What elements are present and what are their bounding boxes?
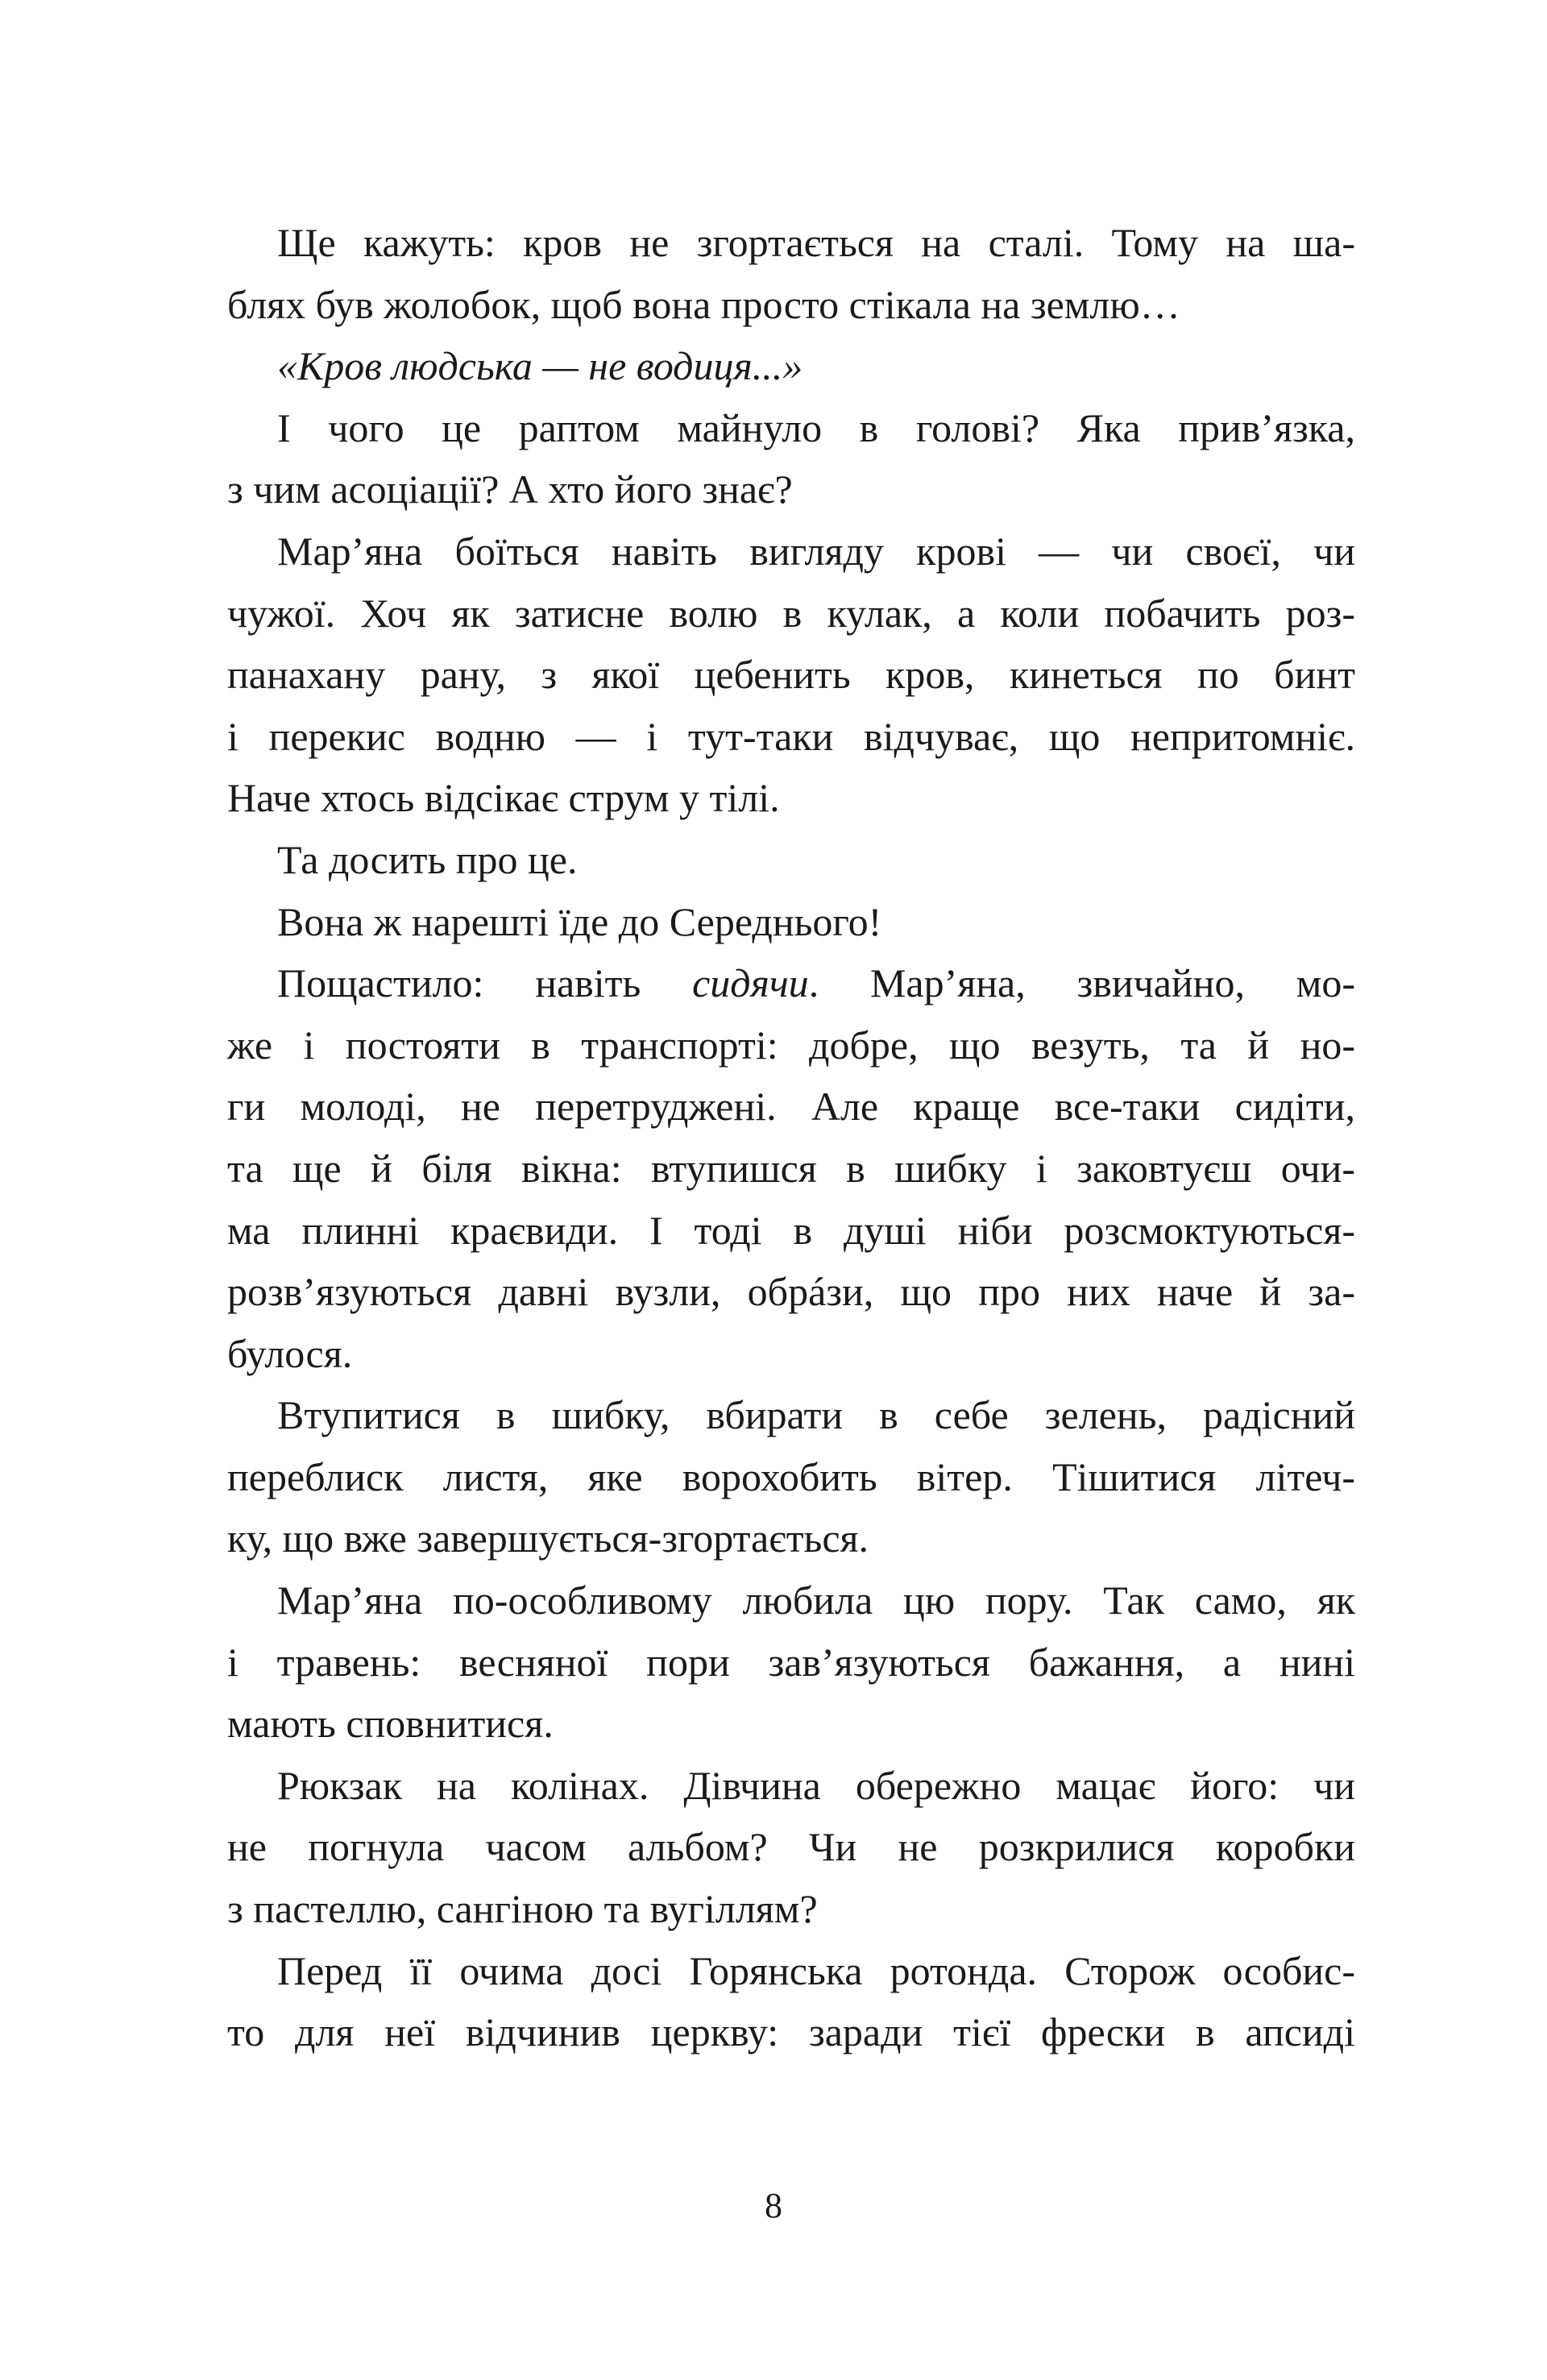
paragraph bbox=[227, 1569, 1355, 1755]
text-line bbox=[227, 458, 1355, 520]
text-line bbox=[227, 1446, 1355, 1508]
text-segment: Ще кажуть: кров не згортається на сталі. Тому на ша- bbox=[277, 220, 1355, 265]
text-line bbox=[227, 520, 1355, 583]
text-line bbox=[227, 1569, 1355, 1632]
text-line bbox=[227, 829, 1355, 891]
text-line bbox=[227, 2001, 1355, 2063]
text-line bbox=[227, 767, 1355, 829]
text-line bbox=[227, 891, 1355, 953]
book-page-text bbox=[227, 212, 1355, 2063]
text-line bbox=[227, 1632, 1355, 1694]
paragraph bbox=[227, 1755, 1355, 1940]
text-line bbox=[227, 1940, 1355, 2002]
text-line bbox=[227, 1878, 1355, 1940]
text-segment: . Мар’яна, звичайно, мо- bbox=[808, 960, 1355, 1006]
text-segment: ги молоді, не перетруджені. Але краще все-таки сидіти, bbox=[227, 1084, 1355, 1130]
text-segment: же і постояти в транспорті: добре, що везуть, та й но- bbox=[227, 1022, 1355, 1068]
text-segment: розв’язуються давні вузли, обрáзи, що про них наче й за- bbox=[227, 1269, 1355, 1315]
text-line bbox=[227, 335, 1355, 397]
text-segment: булося. bbox=[227, 1330, 353, 1376]
paragraph bbox=[227, 520, 1355, 829]
page-number: 8 bbox=[765, 2186, 782, 2225]
text-line bbox=[227, 1076, 1355, 1138]
text-segment: переблиск листя, яке ворохобить вітер. Тішитися літеч- bbox=[227, 1453, 1355, 1499]
text-segment: Пощастило: навіть bbox=[277, 960, 693, 1006]
paragraph bbox=[227, 891, 1355, 953]
text-segment: Рюкзак на колінах. Дівчина обережно мацає його: чи bbox=[277, 1762, 1355, 1808]
text-line bbox=[227, 706, 1355, 768]
text-line bbox=[227, 1138, 1355, 1200]
text-segment: і травень: весняної пори зав’язуються бажання, а нині bbox=[227, 1639, 1355, 1685]
text-segment: мають сповнитися. bbox=[227, 1701, 554, 1747]
paragraph bbox=[227, 335, 1355, 397]
text-line bbox=[227, 952, 1355, 1014]
text-segment: Мар’яна по-особливому любила цю пору. Так само, як bbox=[277, 1578, 1355, 1623]
text-line bbox=[227, 212, 1355, 274]
text-line bbox=[227, 1816, 1355, 1878]
text-line bbox=[227, 1261, 1355, 1323]
text-line bbox=[227, 1200, 1355, 1262]
text-line bbox=[227, 397, 1355, 459]
text-segment: ку, що вже завершується-згортається. bbox=[227, 1515, 869, 1561]
text-line bbox=[227, 583, 1355, 645]
text-segment: блях був жолобок, щоб вона просто стікала на землю… bbox=[227, 281, 1180, 327]
text-line bbox=[227, 274, 1355, 336]
text-line bbox=[227, 1014, 1355, 1076]
text-segment: ма плинні краєвиди. І тоді в душі ніби розсмоктуються- bbox=[227, 1207, 1355, 1253]
text-segment: Вона ж нарешті їде до Середнього! bbox=[277, 898, 882, 944]
paragraph bbox=[227, 952, 1355, 1384]
text-segment: з пастеллю, сангіною та вугіллям? bbox=[227, 1886, 818, 1932]
italic-text: сидячи bbox=[692, 960, 809, 1006]
text-segment: не погнула часом альбом? Чи не розкрилися коробки bbox=[227, 1824, 1355, 1870]
text-segment: Втупитися в шибку, вбирати в себе зелень, радісний bbox=[277, 1392, 1355, 1438]
text-segment: чужої. Хоч як затисне волю в кулак, а коли побачить роз- bbox=[227, 590, 1355, 636]
text-line bbox=[227, 1323, 1355, 1385]
paragraph bbox=[227, 212, 1355, 335]
text-segment: Та досить про це. bbox=[277, 836, 578, 882]
text-segment: з чим асоціації? А хто його знає? bbox=[227, 466, 793, 512]
text-line bbox=[227, 1384, 1355, 1446]
text-segment: Наче хтось відсікає струм у тілі. bbox=[227, 775, 780, 821]
paragraph bbox=[227, 829, 1355, 891]
paragraph bbox=[227, 1384, 1355, 1569]
text-segment: І чого це раптом майнуло в голові? Яка прив’язка, bbox=[277, 404, 1355, 450]
text-segment: то для неї відчинив церкву: заради тієї фрески в апсиді bbox=[227, 2009, 1355, 2055]
text-line bbox=[227, 644, 1355, 706]
italic-text: «Кров людська — не водиця...» bbox=[277, 343, 803, 389]
text-segment: і перекис водню — і тут-таки відчуває, що непритомніє. bbox=[227, 713, 1355, 759]
text-segment: Мар’яна боїться навіть вигляду крові — чи своєї, чи bbox=[277, 528, 1355, 574]
text-segment: та ще й біля вікна: втупишся в шибку і заковтуєш очи- bbox=[227, 1145, 1355, 1191]
text-line bbox=[227, 1693, 1355, 1755]
text-segment: панахану рану, з якої цебенить кров, кинеться по бинт bbox=[227, 652, 1355, 698]
paragraph bbox=[227, 397, 1355, 520]
text-segment: Перед її очима досі Горянська ротонда. Сторож особис- bbox=[277, 1947, 1355, 1993]
paragraph bbox=[227, 1940, 1355, 2063]
text-line bbox=[227, 1755, 1355, 1817]
text-line bbox=[227, 1507, 1355, 1569]
